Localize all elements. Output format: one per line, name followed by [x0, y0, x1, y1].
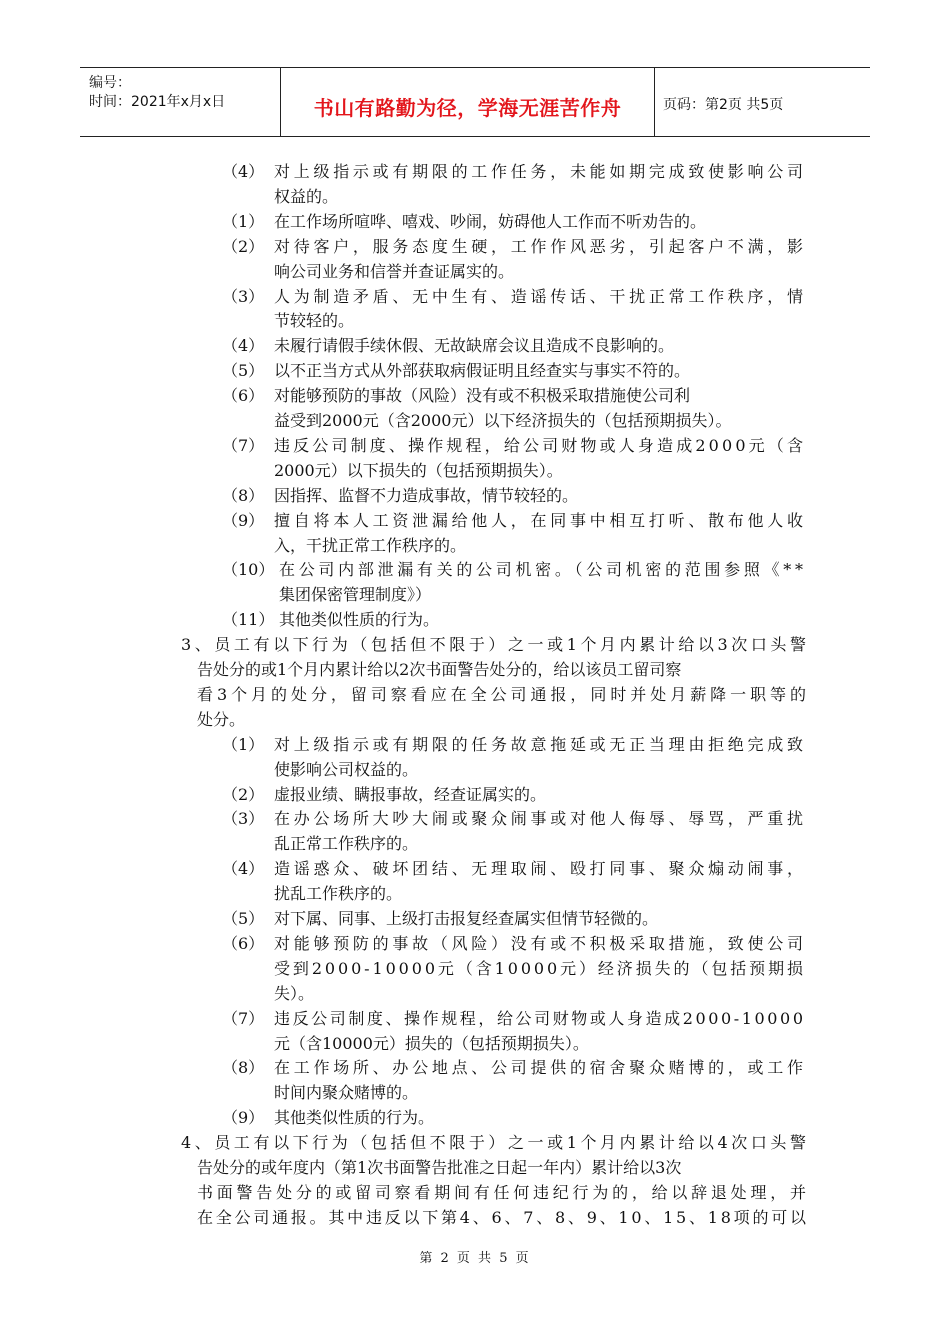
header-motto: 书山有路勤为径，学海无涯苦作舟 — [313, 96, 622, 120]
item-number: （2） — [222, 236, 265, 256]
list-item-text: 节较轻的。 — [274, 311, 355, 331]
page-footer: 第 2 页 共 5 页 — [419, 1251, 531, 1266]
list-item-text: 造谣惑众、破坏团结、无理取闹、殴打同事、聚众煽动闹事， — [274, 859, 807, 879]
section-paragraph: 4、员工有以下行为（包括但不限于）之一或1个月内累计给以4次口头警 — [181, 1133, 810, 1153]
list-item-text: 扰乱工作秩序的。 — [274, 884, 403, 904]
item-number: （4） — [222, 162, 265, 181]
item-number: （1） — [222, 734, 265, 754]
list-item-text: 对能够预防的事故（风险）没有或不积极采取措施使公司利 — [274, 386, 691, 406]
list-item-text: 其他类似性质的行为。 — [274, 1108, 435, 1128]
list-item-text: 入，干扰正常工作秩序的。 — [274, 535, 467, 555]
list-item-text: 对能够预防的事故（风险）没有或不积极采取措施，致使公司 — [274, 933, 807, 953]
list-item-text: 在工作场所、办公地点、公司提供的宿舍聚众赌博的，或工作 — [274, 1058, 807, 1078]
item-number: （2） — [222, 784, 265, 804]
item-number: （9） — [222, 1108, 265, 1128]
item-number: （10） — [222, 560, 275, 580]
list-item-text: 虚报业绩、瞒报事故，经查证属实的。 — [274, 784, 547, 804]
document-date: 时间：2021年x月x日 — [89, 94, 226, 110]
section-paragraph: 告处分的或年度内（第1次书面警告批准之日起一年内）累计给以3次 — [197, 1158, 682, 1177]
section-paragraph: 书面警告处分的或留司察看期间有任何违纪行为的，给以辞退处理，并 — [197, 1182, 810, 1202]
item-number: （9） — [222, 510, 265, 530]
list-item-text: 权益的。 — [274, 186, 339, 206]
list-item-text: 人为制造矛盾、无中生有、造谣传话、干扰正常工作秩序，情 — [274, 286, 807, 306]
item-number: （6） — [222, 933, 265, 953]
list-item-text: 集团保密管理制度》） — [279, 585, 432, 605]
header-page-number: 页码：第2页 共5页 — [663, 97, 784, 113]
item-number: （11） — [222, 610, 275, 630]
list-item-text: 对上级指示或有期限的任务故意拖延或无正当理由拒绝完成致 — [274, 734, 807, 754]
list-item-text: 乱正常工作秩序的。 — [274, 834, 419, 854]
list-item-text: 2000元）以下损失的（包括预期损失）。 — [274, 460, 563, 480]
item-number: （3） — [222, 286, 265, 306]
list-item-text: 擅自将本人工资泄漏给他人，在同事中相互打听、散布他人收 — [274, 510, 807, 530]
section-paragraph: 看3个月的处分，留司察看应在全公司通报，同时并处月薪降一职等的 — [197, 684, 810, 704]
list-item-text: 违反公司制度、操作规程，给公司财物或人身造成2000元（含 — [274, 435, 807, 455]
item-number: （3） — [222, 809, 265, 829]
list-item-text: 对待客户，服务态度生硬，工作作风恶劣，引起客户不满，影 — [274, 236, 807, 256]
section-paragraph: 3、员工有以下行为（包括但不限于）之一或1个月内累计给以3次口头警 — [181, 635, 810, 655]
list-item-text: 在办公场所大吵大闹或聚众闹事或对他人侮辱、辱骂，严重扰 — [274, 809, 807, 829]
list-item-text: 失）。 — [274, 983, 315, 1003]
list-item-text: 时间内聚众赌博的。 — [274, 1083, 419, 1103]
section-paragraph: 在全公司通报。其中违反以下第4、6、7、8、9、10、15、18项的可以 — [197, 1207, 809, 1227]
item-number: （4） — [222, 859, 265, 879]
item-number: （8） — [222, 1058, 265, 1078]
list-item-text: 益受到2000元（含2000元）以下经济损失的（包括预期损失）。 — [274, 411, 732, 430]
section-paragraph: 告处分的或1个月内累计给以2次书面警告处分的，给以该员工留司察 — [197, 660, 682, 679]
list-item-text: 其他类似性质的行为。 — [279, 610, 440, 630]
list-item-text: 受到2000-10000元（含10000元）经济损失的（包括预期损 — [274, 958, 806, 978]
item-number: （7） — [222, 435, 265, 455]
document-code: 编号： — [89, 75, 131, 91]
list-item-text: 在公司内部泄漏有关的公司机密。（公司机密的范围参照《** — [279, 560, 807, 580]
list-item-text: 在工作场所喧哗、嘻戏、吵闹，妨碍他人工作而不听劝告的。 — [274, 211, 707, 231]
list-item-text: 违反公司制度、操作规程，给公司财物或人身造成2000-10000 — [274, 1008, 806, 1028]
section-paragraph: 处分。 — [197, 709, 246, 729]
list-item-text: 因指挥、监督不力造成事故，情节较轻的。 — [274, 485, 579, 505]
item-number: （5） — [222, 361, 265, 381]
list-item-text: 对上级指示或有期限的工作任务，未能如期完成致使影响公司 — [274, 162, 807, 181]
list-item-text: 使影响公司权益的。 — [274, 759, 419, 779]
item-number: （6） — [222, 386, 265, 406]
item-number: （1） — [222, 211, 265, 231]
item-number: （5） — [222, 909, 265, 928]
list-item-text: 未履行请假手续休假、无故缺席会议且造成不良影响的。 — [274, 336, 675, 356]
item-number: （4） — [222, 336, 265, 356]
list-item-text: 以不正当方式从外部获取病假证明且经查实与事实不符的。 — [274, 361, 691, 381]
item-number: （7） — [222, 1008, 265, 1028]
list-item-text: 响公司业务和信誉并查证属实的。 — [274, 261, 515, 281]
item-number: （8） — [222, 485, 265, 505]
list-item-text: 元（含10000元）损失的（包括预期损失）。 — [274, 1033, 589, 1053]
list-item-text: 对下属、同事、上级打击报复经查属实但情节轻微的。 — [274, 909, 659, 928]
